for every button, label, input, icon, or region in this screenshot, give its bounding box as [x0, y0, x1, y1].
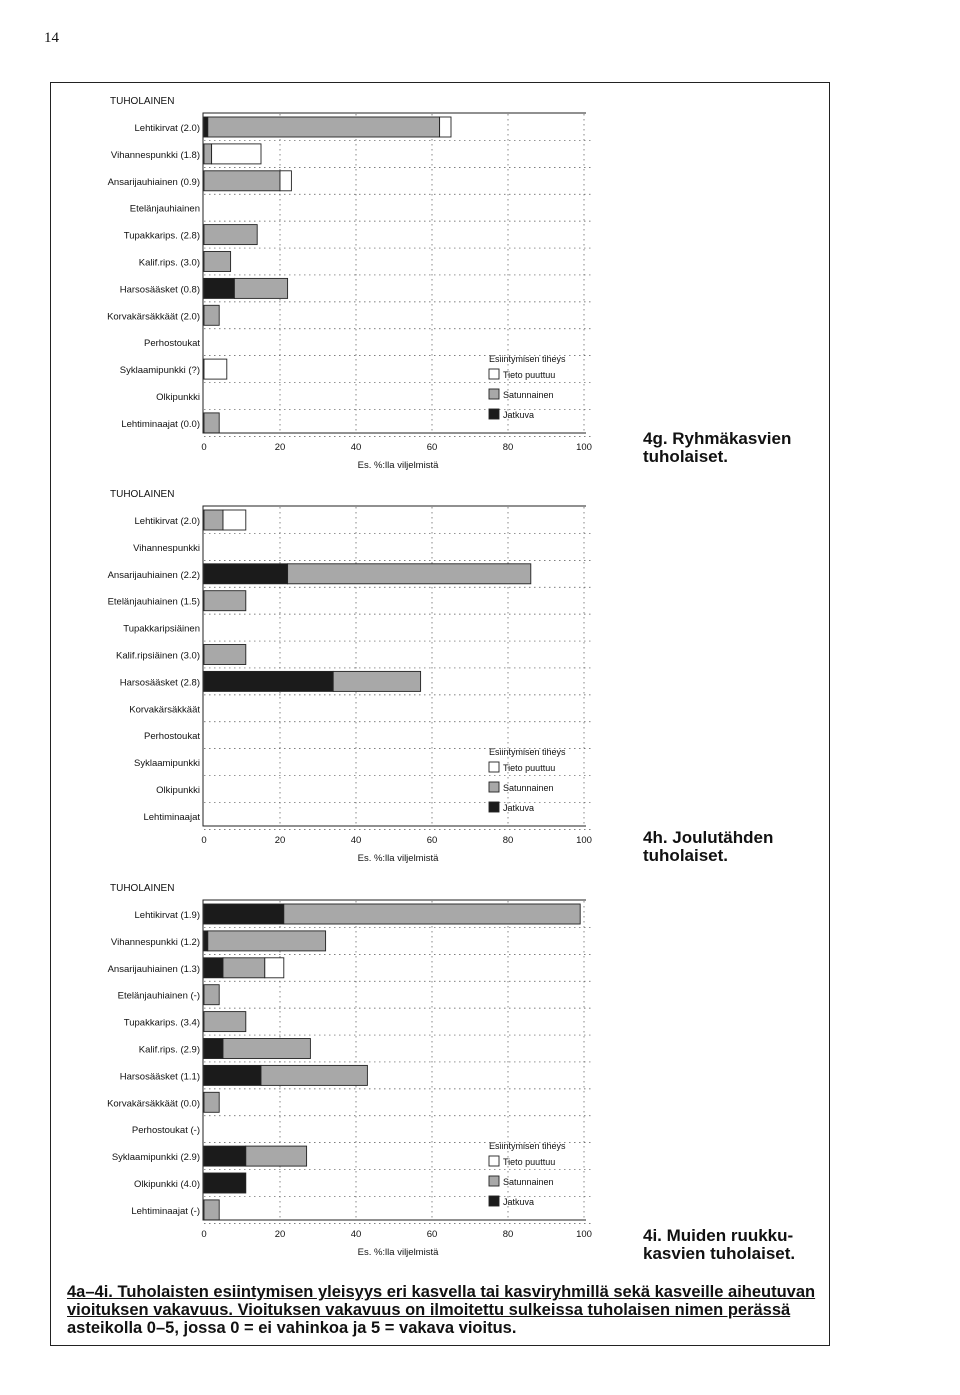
chart3-bar-syklaamipunkki-jatkuva	[204, 1146, 246, 1166]
chart2-bar-etelanjauhiainen-satunnainen	[204, 591, 246, 611]
chart1-bar-ansarijauhiainen-tieto-puuttuu	[280, 171, 291, 191]
chart3-bar-lehtikirvat-jatkuva	[204, 904, 284, 924]
chart3-legend-swatch-occasional	[489, 1176, 499, 1186]
chart-caption-4h: 4h. Joulutähden tuholaiset.	[643, 828, 774, 865]
chart2-bar-ansarijauhiainen-satunnainen	[288, 564, 531, 584]
chart3-x-tick-0: 0	[201, 1229, 207, 1240]
chart2-category-label-syklaamipunkki: Syklaamipunkki	[134, 758, 200, 770]
chart3-bar-lehtikirvat-satunnainen	[284, 904, 580, 924]
chart3-category-label-lehtikirvat: Lehtikirvat (1.9)	[134, 910, 200, 921]
chart2-category-label-tupakkaripsiainen: Tupakkaripsiäinen	[123, 623, 200, 635]
chart2-x-tick-80: 80	[502, 835, 514, 846]
chart1-bar-vihannespunkki-satunnainen	[204, 144, 212, 164]
chart2-x-tick-60: 60	[426, 835, 438, 846]
chart1-legend-title: Esiintymisen tiheys	[489, 354, 566, 364]
chart1-bar-harsosaasket-jatkuva	[204, 278, 234, 298]
chart1-bar-lehtikirvat-tieto-puuttuu	[440, 117, 451, 137]
chart1-bar-vihannespunkki-tieto-puuttuu	[212, 144, 261, 164]
chart3-category-label-tupakkarips: Tupakkarips. (3.4)	[123, 1017, 200, 1029]
chart2-legend-swatch-unknown	[489, 762, 499, 772]
chart2-legend-label-continuous: Jatkuva	[503, 803, 535, 813]
chart2-category-label-harsosaasket: Harsosääsket (2.8)	[119, 677, 200, 689]
chart3-bar-vihannespunkki-satunnainen	[208, 931, 326, 951]
chart3-category-label-harsosaasket: Harsosääsket (1.1)	[119, 1071, 200, 1083]
chart3-bar-vihannespunkki-jatkuva	[204, 931, 208, 951]
chart1-bar-syklaamipunkki-tieto-puuttuu	[204, 359, 227, 379]
figure-caption-line-3: asteikolla 0–5, jossa 0 = ei vahinkoa ja 5 = vakava vioitus.	[67, 1319, 517, 1337]
chart3-bar-olkipunkki-jatkuva	[204, 1173, 246, 1193]
chart3-category-label-etelanjauhiainen: Etelänjauhiainen (-)	[117, 990, 200, 1002]
chart1-category-label-harsosaasket: Harsosääsket (0.8)	[119, 284, 200, 296]
chart1-x-tick-0: 0	[201, 442, 207, 453]
chart3-bar-syklaamipunkki-satunnainen	[246, 1146, 307, 1166]
chart1-x-tick-20: 20	[274, 442, 286, 453]
chart2-category-label-etelanjauhiainen: Etelänjauhiainen (1.5)	[107, 596, 200, 608]
chart3-bar-etelanjauhiainen-satunnainen	[204, 985, 219, 1005]
chart1-x-tick-80: 80	[502, 442, 514, 453]
figure-caption	[67, 1283, 833, 1337]
chart-caption-4g: 4g. Ryhmäkasvien tuholaiset.	[643, 429, 792, 466]
chart2-category-label-ansarijauhiainen: Ansarijauhiainen (2.2)	[107, 569, 200, 581]
chart3-bar-ansarijauhiainen-tieto-puuttuu	[265, 958, 284, 978]
chart1-category-label-etelanjauhiainen: Etelänjauhiainen	[129, 203, 200, 215]
chart2-bar-lehtikirvat-tieto-puuttuu	[223, 510, 246, 530]
chart2-x-tick-20: 20	[274, 835, 286, 846]
chart1-bar-tupakkarips-satunnainen	[204, 225, 257, 245]
chart3-bar-korvakarsakkaat-satunnainen	[204, 1092, 219, 1112]
chart2-legend-label-occasional: Satunnainen	[503, 783, 554, 793]
chart1-legend-swatch-unknown	[489, 369, 499, 379]
chart-4i-muiden-ruukkukasvien-tuholaiset	[0, 787, 960, 1277]
chart3-legend-label-unknown: Tieto puuttuu	[503, 1157, 556, 1167]
chart3-legend-label-continuous: Jatkuva	[503, 1197, 535, 1207]
chart2-x-axis-label: Es. %:lla viljelmistä	[357, 853, 439, 864]
chart3-category-label-olkipunkki: Olkipunkki (4.0)	[134, 1179, 200, 1190]
chart2-category-label-olkipunkki: Olkipunkki	[156, 785, 200, 796]
chart1-bar-lehtikirvat-jatkuva	[204, 117, 208, 137]
chart1-legend-label-occasional: Satunnainen	[503, 390, 554, 400]
chart1-category-label-korvakarsakkaat: Korvakärsäkkäät (2.0)	[107, 311, 200, 323]
chart1-x-axis-label: Es. %:lla viljelmistä	[357, 460, 439, 471]
page-number: 14	[44, 30, 59, 46]
chart1-category-label-tupakkarips: Tupakkarips. (2.8)	[123, 230, 200, 242]
chart3-category-label-kalif-rips: Kalif.rips. (2.9)	[138, 1044, 200, 1056]
chart3-category-label-korvakarsakkaat: Korvakärsäkkäät (0.0)	[107, 1098, 200, 1110]
chart3-legend-swatch-continuous	[489, 1196, 499, 1206]
chart3-bar-tupakkarips-satunnainen	[204, 1012, 246, 1032]
chart2-bar-harsosaasket-jatkuva	[204, 671, 333, 691]
chart1-category-label-lehtikirvat: Lehtikirvat (2.0)	[134, 123, 200, 134]
chart2-category-label-kalif-ripsiainen: Kalif.ripsiäinen (3.0)	[116, 650, 200, 662]
chart1-category-label-kalif-rips: Kalif.rips. (3.0)	[138, 257, 200, 269]
chart1-category-label-perhostoukat: Perhostoukat	[144, 338, 200, 350]
chart3-category-label-vihannespunkki: Vihannespunkki (1.2)	[110, 936, 200, 948]
chart2-x-tick-100: 100	[576, 835, 592, 846]
chart1-x-tick-100: 100	[576, 442, 592, 453]
chart2-x-tick-40: 40	[350, 835, 362, 846]
chart3-bar-ansarijauhiainen-satunnainen	[223, 958, 265, 978]
chart1-bar-harsosaasket-satunnainen	[234, 278, 287, 298]
chart2-legend-label-unknown: Tieto puuttuu	[503, 763, 556, 773]
chart-caption-4i: 4i. Muiden ruukku- kasvien tuholaiset.	[643, 1226, 796, 1263]
chart2-bar-kalif-ripsiainen-satunnainen	[204, 645, 246, 665]
chart3-legend-title: Esiintymisen tiheys	[489, 1141, 566, 1151]
figure-caption-line-2: vioituksen vakavuus. Vioituksen vakavuus on ilmoitettu sulkeissa tuholaisen nimen perässä	[67, 1301, 791, 1319]
chart3-bar-harsosaasket-jatkuva	[204, 1065, 261, 1085]
chart2-category-label-perhostoukat: Perhostoukat	[144, 731, 200, 743]
chart1-category-label-vihannespunkki: Vihannespunkki (1.8)	[110, 149, 200, 161]
chart3-category-label-syklaamipunkki: Syklaamipunkki (2.9)	[111, 1152, 200, 1164]
chart3-category-label-perhostoukat: Perhostoukat (-)	[131, 1125, 200, 1137]
chart2-category-axis-title: TUHOLAINEN	[110, 489, 175, 500]
chart2-category-label-vihannespunkki: Vihannespunkki	[133, 542, 200, 554]
chart2-bar-harsosaasket-satunnainen	[333, 671, 420, 691]
chart3-x-tick-80: 80	[502, 1229, 514, 1240]
chart2-x-tick-0: 0	[201, 835, 207, 846]
chart3-legend-label-occasional: Satunnainen	[503, 1177, 554, 1187]
chart3-bar-ansarijauhiainen-jatkuva	[204, 958, 223, 978]
chart3-x-axis-label: Es. %:lla viljelmistä	[357, 1247, 439, 1258]
chart1-category-label-syklaamipunkki: Syklaamipunkki (?)	[119, 365, 200, 377]
chart1-bar-korvakarsakkaat-satunnainen	[204, 305, 219, 325]
chart3-legend-swatch-unknown	[489, 1156, 499, 1166]
chart2-bar-ansarijauhiainen-jatkuva	[204, 564, 288, 584]
chart1-bar-ansarijauhiainen-satunnainen	[204, 171, 280, 191]
chart2-plot-frame	[203, 506, 586, 826]
chart3-x-tick-60: 60	[426, 1229, 438, 1240]
chart3-bar-harsosaasket-satunnainen	[261, 1065, 367, 1085]
chart3-bar-kalif-rips-satunnainen	[223, 1039, 310, 1059]
chart1-x-tick-60: 60	[426, 442, 438, 453]
chart3-category-label-lehtiminaajat: Lehtiminaajat (-)	[131, 1205, 200, 1217]
chart2-category-label-korvakarsakkaat: Korvakärsäkkäät	[129, 704, 200, 716]
figure-caption-line-1: 4a–4i. Tuholaisten esiintymisen yleisyys eri kasvella tai kasviryhmillä sekä kasveille aiheutuvan	[67, 1283, 816, 1301]
chart2-category-label-lehtiminaajat: Lehtiminaajat	[143, 811, 200, 823]
chart1-category-label-lehtiminaajat: Lehtiminaajat (0.0)	[121, 418, 200, 430]
chart3-category-axis-title: TUHOLAINEN	[110, 883, 175, 894]
chart1-category-label-ansarijauhiainen: Ansarijauhiainen (0.9)	[107, 176, 200, 188]
chart2-bar-lehtikirvat-satunnainen	[204, 510, 223, 530]
chart3-category-label-ansarijauhiainen: Ansarijauhiainen (1.3)	[107, 963, 200, 975]
chart2-category-label-lehtikirvat: Lehtikirvat (2.0)	[134, 516, 200, 527]
chart3-x-tick-40: 40	[350, 1229, 362, 1240]
chart1-bar-kalif-rips-satunnainen	[204, 252, 231, 272]
chart1-legend-label-unknown: Tieto puuttuu	[503, 370, 556, 380]
chart2-legend-title: Esiintymisen tiheys	[489, 747, 566, 757]
chart3-x-tick-20: 20	[274, 1229, 286, 1240]
chart1-x-tick-40: 40	[350, 442, 362, 453]
chart3-x-tick-100: 100	[576, 1229, 592, 1240]
chart1-category-label-olkipunkki: Olkipunkki	[156, 392, 200, 403]
chart1-legend-label-continuous: Jatkuva	[503, 410, 535, 420]
chart1-category-axis-title: TUHOLAINEN	[110, 96, 175, 107]
chart3-bar-kalif-rips-jatkuva	[204, 1039, 223, 1059]
chart3-bar-lehtiminaajat-satunnainen	[204, 1200, 219, 1220]
chart1-bar-lehtikirvat-satunnainen	[208, 117, 440, 137]
